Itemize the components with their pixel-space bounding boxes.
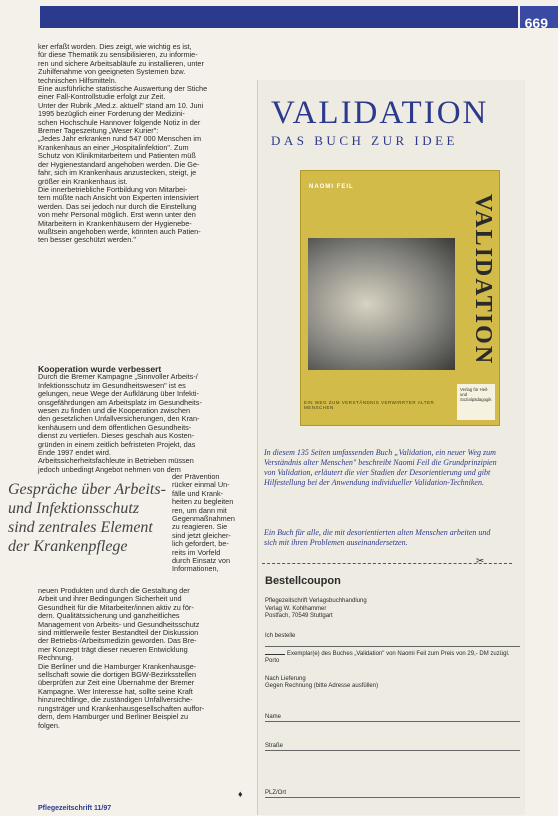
text-line: ten besser geschützt werden." [38, 235, 136, 245]
text-line: Zuhilfenahme von geeigneten Systemen bzw. [38, 67, 186, 77]
text-line: Ende 1997 endet wird. [38, 448, 112, 458]
text-line: fälle und Krank- [172, 488, 224, 498]
text-line: dern. Qualitätssicherung und ganzheitliches [38, 611, 180, 621]
text-line: sind jetzt gleicher- [172, 530, 231, 540]
payment-option: Gegen Rechnung (bitte Adresse ausfüllen) [265, 683, 379, 689]
text-line: lich gefordert, be- [172, 539, 229, 549]
text-line: wesen zu finden und die Kooperation zwischen [38, 406, 191, 416]
text-line: jedoch unbedingt Angebot nehmen von dem [38, 464, 181, 474]
coupon-cut-line [262, 563, 512, 564]
field-label-street: Straße [265, 743, 284, 749]
text-line: Gesundheit für die Mitarbeiter/innen aktiv zu för- [38, 602, 194, 612]
text-line: Rechnung. [38, 653, 74, 663]
text-line: Management von Arbeits- und Gesundheitsschutz [38, 619, 200, 629]
section-heading: Kooperation wurde verbessert [38, 364, 162, 374]
text-line: wußtsein angehoben werde, könnten auch Patien- [38, 226, 201, 236]
text-line: ren, um dann mit [172, 505, 227, 515]
coupon-order-line: Exemplar(e) des Buches „Validation" von Naomi Feil zum Preis von 29,- DM zuzügl. Porto [265, 651, 510, 664]
text-line: hinzurechtlinge, die zuständigen Unfallversiche- [38, 695, 193, 705]
name-field[interactable] [265, 721, 520, 722]
text-line: dern, dem Hamburger und Berliner Beispiel zu [38, 712, 189, 722]
text-line: Schutz von Klinikmitarbeitern und Patienten müß [38, 151, 196, 161]
text-line: Bremer Tageszeitung „Weser Kurier": [38, 126, 159, 136]
text-line: Eine ausführliche statistische Auswertung der Stiche [38, 84, 208, 94]
book-publisher-label: Verlag für Heil- und Sozialpädagogik [457, 384, 495, 420]
coupon-order-text[interactable] [265, 651, 515, 665]
coupon-line [265, 646, 520, 647]
article-wrap-text [172, 473, 250, 574]
text-line: reits im Vorfeld [172, 547, 221, 557]
text-line: gründen in einem zeitlich befristeten Projekt, das [38, 439, 196, 449]
text-line: Infektionsschutz im Gesundheitswesen" ist es [38, 380, 186, 390]
text-line: Gegenmaßnahmen [172, 514, 235, 524]
coupon-payment [265, 676, 515, 690]
text-line: Durch die Bremer Kampagne „Sinnvoller Arbeits-/ [38, 372, 198, 382]
text-line: fahr, sich im Krankenhaus anzustecken, steigt, je [38, 168, 197, 178]
text-line: Mitarbeitern in Krankenhäusern der Hygienebe- [38, 218, 192, 228]
pull-quote: Gespräche über Arbeits- und Infektionsschutz sind zentrales Element der Krankenpflege [8, 481, 166, 555]
text-line: sind mittlerweile fester Bestandteil der Diskussion [38, 628, 199, 638]
text-line: mer Konzept trägt dieser neueren Entwicklung [38, 644, 188, 654]
article-column-1 [38, 43, 249, 245]
ad-description-2: Ein Buch für alle, die mit desorientierten alten Menschen arbeiten und sich mit ihren Problemen auseinandersetzen. [264, 528, 491, 547]
header-bar [40, 6, 518, 28]
text-line: neuen Produkten und durch die Gestaltung der [38, 586, 190, 595]
text-line: heiten zu begleiten [172, 497, 234, 507]
ad-description: In diesem 135 Seiten umfassenden Buch „Validation, ein neuer Weg zum Verständnis alter Menschen" beschreibt Naomi Feil die Grundprinzipien von Validation, erläutert die vier Stadien der Desorientierung und gibt Hilfestellung bei der Anwendung individueller Validation-Techniken. [264, 448, 497, 487]
book-title-vertical: VALIDATION [470, 194, 496, 366]
text-line: der Hygienestandard angehoben werden. Die Ge- [38, 159, 200, 169]
ad-title: VALIDATION [271, 95, 489, 131]
header-bar-edge [520, 6, 558, 31]
text-line: den gesetzlichen Unfallversicherungen, den Kran- [38, 414, 200, 424]
article-column-2 [38, 364, 249, 474]
ad-subtitle: DAS BUCH ZUR IDEE [271, 133, 458, 148]
text-line: Arbeit und ihrer Bedingungen Sicherheit und [38, 594, 182, 604]
address-line: Pflegezeitschrift Verlagsbuchhandlung [265, 598, 367, 604]
street-field[interactable] [265, 750, 520, 751]
text-line: Unter der Rubrik „Med.z. aktuell" stand am 10. Juni [38, 100, 204, 110]
field-label-name: Name [265, 714, 282, 720]
text-line: Informationen, [172, 564, 219, 574]
text-line: Arbeitssicherheitsfachleute in Betrieben müssen [38, 456, 194, 466]
text-line: der Betriebs-/Arbeitsmedizin geworden. Das Bre- [38, 636, 197, 646]
text-line: von mehr Personal möglich. Erst wenn unter den [38, 210, 196, 220]
text-line: größer ein Krankenhaus ist. [38, 176, 128, 186]
book-tagline: EIN WEG ZUM VERSTÄNDNIS VERWIRRTER ALTER MENSCHEN [304, 400, 435, 410]
text-line: werden. Das sei jedoch nur durch die Einstellung [38, 201, 197, 211]
text-line: schen Hochschule Hannover folgende Notiz in der [38, 117, 201, 127]
quantity-field[interactable] [265, 654, 285, 655]
text-line: Die Berliner und die Hamburger Krankenhausge- [38, 661, 197, 671]
text-line: der Prävention [172, 472, 220, 481]
text-line: Kampagne. Wer Interesse hat, sollte seine Kraft [38, 686, 193, 696]
text-line: für diese Thematik zu sensibilisieren, zu informie- [38, 50, 198, 60]
text-line: ren und sichere Arbeitsabläufe zu installieren, unter [38, 58, 204, 68]
page-number: 669 [524, 15, 548, 31]
field-label-city: PLZ/Ort [265, 790, 287, 796]
text-line: gelungen, neue Wege der Aufklärung über Infekti- [38, 389, 199, 399]
text-line: onsgefährdungen am Arbeitsplatz im Gesundheits- [38, 397, 202, 407]
text-line: „Jedes Jahr erkranken rund 547 000 Menschen im [38, 134, 202, 144]
payment-option: Nach Lieferung [265, 676, 306, 682]
text-line: überprüfen zur Zeit eine Übernahme der Bremer [38, 678, 195, 688]
text-line: Krankenhaus an einer „Hospitalinfektion". Zum [38, 142, 189, 152]
text-line: rücker einmal Un- [172, 480, 230, 490]
text-line: einer Fall-Kontrollstudie erfolgt zur Zeit. [38, 92, 166, 102]
text-line: kenhäusern und dem öffentlichen Gesundheits- [38, 422, 192, 432]
text-line: Die innerbetriebliche Fortbildung von Mitarbei- [38, 184, 188, 194]
coupon-address [265, 598, 505, 621]
article-column-3 [38, 587, 249, 730]
text-line: dienst zu vertiefen. Dieses geschah aus Kosten- [38, 431, 195, 441]
text-line: folgen. [38, 720, 60, 730]
footer-publication: Pflegezeitschrift 11/97 [38, 805, 112, 812]
book-author: NAOMI FEIL [309, 184, 354, 190]
coupon-title: Bestellcoupon [265, 575, 341, 587]
scissors-icon: ✂ [476, 556, 485, 567]
text-line: zu reagieren. Sie [172, 522, 228, 532]
text-line: durch Einsatz von [172, 556, 231, 566]
text-line: 1995 bezüglich einer Forderung der Medizini- [38, 109, 185, 119]
coupon-order-label: Ich bestelle [265, 633, 296, 639]
text-line: technischen Hilfsmitteln. [38, 75, 117, 85]
city-field[interactable] [265, 797, 520, 798]
text-line: sellschaft sowie die dortigen BGW-Bezirksstellen [38, 670, 197, 680]
text-line: tern müßte nach Ansicht von Experten intensiviert [38, 193, 199, 203]
author-photo [308, 238, 455, 370]
address-line: Postfach, 70549 Stuttgart [265, 613, 333, 619]
text-line: ker erfaßt worden. Dies zeigt, wie wichtig es ist, [38, 42, 192, 51]
address-line: Verlag W. Kohlhammer [265, 605, 327, 612]
text-line: rungsträger und Krankenhausgesellschaften auffor- [38, 703, 205, 713]
end-bullet-icon: ♦ [238, 789, 243, 799]
